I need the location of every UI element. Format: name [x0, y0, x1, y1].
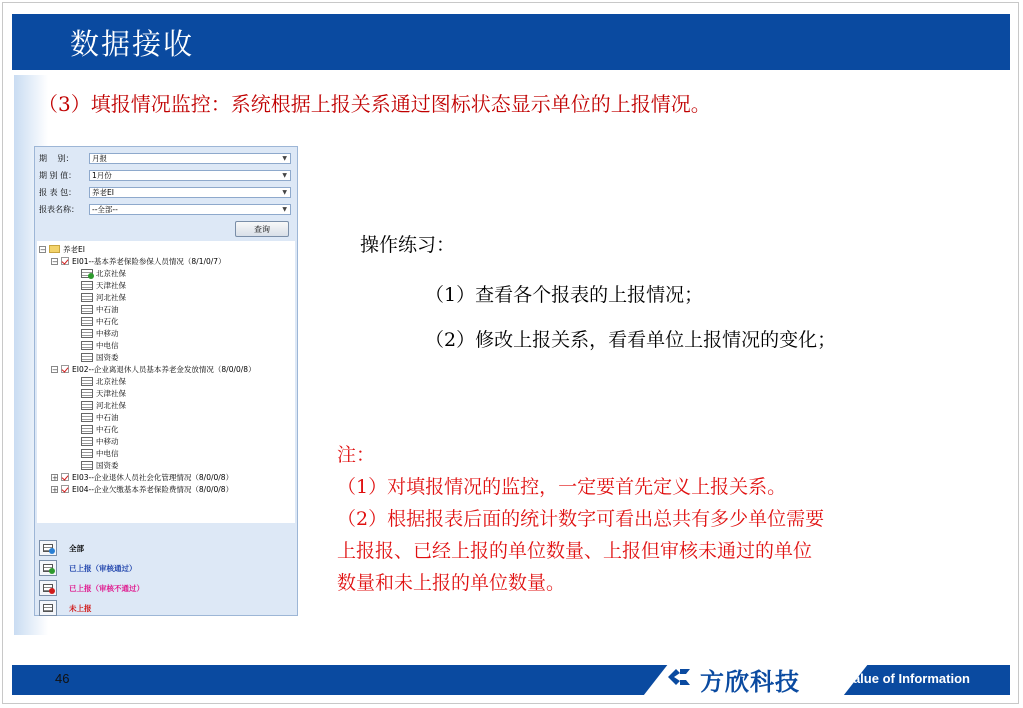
report-grid-icon	[81, 305, 93, 314]
tree-leaf-label: 北京社保	[96, 376, 126, 386]
period-value-value: 1月份	[92, 170, 112, 180]
tree-leaf-label: 北京社保	[96, 268, 126, 278]
legend-rejected[interactable]	[39, 579, 144, 597]
note-line-4: 数量和未上报的单位数量。	[337, 572, 566, 594]
report-grid-icon	[81, 317, 93, 326]
folder-icon	[49, 245, 60, 253]
rejected-icon	[39, 580, 57, 596]
tree-root-label: 养老EI	[63, 244, 85, 254]
package-select[interactable]	[89, 187, 291, 198]
legend-label: 已上报（审核通过）	[69, 563, 137, 573]
report-grid-icon	[81, 461, 93, 470]
form-row-package	[39, 186, 287, 198]
report-grid-icon	[81, 281, 93, 290]
checkbox-icon[interactable]	[61, 485, 69, 493]
intro-text: （3）填报情况监控：系统根据上报关系通过图标状态显示单位的上报情况。	[38, 92, 711, 116]
collapse-icon[interactable]: −	[40, 245, 46, 254]
checkbox-icon[interactable]	[61, 257, 69, 265]
tree-leaf[interactable]	[81, 399, 126, 411]
tree-leaf[interactable]	[81, 351, 119, 363]
tree-leaf[interactable]	[81, 303, 119, 315]
report-approved-icon	[81, 269, 93, 278]
report-grid-icon	[81, 389, 93, 398]
legend-unreported[interactable]	[39, 599, 92, 617]
report-grid-icon	[81, 449, 93, 458]
form-row-period-value	[39, 169, 287, 181]
period-value-label: 期 别 值：	[39, 170, 77, 180]
chevron-down-icon: ▼	[282, 188, 287, 196]
note-line-1: （1）对填报情况的监控，一定要首先定义上报关系。	[337, 476, 787, 498]
tree-leaf-label: 天津社保	[96, 280, 126, 290]
tree-leaf[interactable]	[81, 447, 119, 459]
tree-node-label: EI04--企业欠缴基本养老保险费情况（8/0/0/8）	[72, 484, 234, 494]
note-line-2: （2）根据报表后面的统计数字可看出总共有多少单位需要	[337, 508, 825, 530]
form-row-report-name	[39, 203, 287, 215]
period-value-select[interactable]	[89, 170, 291, 181]
report-name-select[interactable]	[89, 204, 291, 215]
tree-node-label: EI03--企业退休人员社会化管理情况（8/0/0/8）	[72, 472, 234, 482]
checkbox-icon[interactable]	[61, 365, 69, 373]
note-line-3: 上报报、已经上报的单位数量、上报但审核未通过的单位	[337, 540, 813, 562]
chevron-down-icon: ▼	[282, 154, 287, 162]
page-number: 46	[55, 671, 70, 686]
legend-label: 已上报（审核不通过）	[69, 583, 144, 593]
chevron-down-icon: ▼	[282, 171, 287, 179]
all-reports-icon	[39, 540, 57, 556]
tree-leaf-label: 中石油	[96, 304, 119, 314]
tree-leaf[interactable]	[81, 459, 119, 471]
tree-root[interactable]	[39, 243, 85, 255]
tree-leaf-label: 中电信	[96, 340, 119, 350]
tree-leaf[interactable]	[81, 315, 119, 327]
exercise-title: 操作练习：	[360, 234, 456, 256]
tree-leaf[interactable]	[81, 267, 126, 279]
tree-leaf[interactable]	[81, 339, 119, 351]
chevron-down-icon: ▼	[282, 205, 287, 213]
page-title: 数据接收	[70, 27, 195, 61]
legend-approved[interactable]	[39, 559, 137, 577]
tree-leaf-label: 中石化	[96, 424, 119, 434]
approved-icon	[39, 560, 57, 576]
report-grid-icon	[81, 425, 93, 434]
report-tree	[37, 241, 295, 523]
tree-leaf[interactable]	[81, 423, 119, 435]
tree-leaf-label: 中石化	[96, 316, 119, 326]
expand-icon[interactable]: +	[52, 485, 58, 494]
tree-leaf-label: 中移动	[96, 436, 119, 446]
period-select[interactable]	[89, 153, 291, 164]
tree-node-ei03[interactable]	[51, 471, 233, 483]
collapse-icon[interactable]: −	[52, 365, 58, 374]
collapse-icon[interactable]: −	[52, 257, 58, 266]
query-button[interactable]: 查询	[235, 221, 289, 237]
tree-leaf-label: 天津社保	[96, 388, 126, 398]
tree-node-ei04[interactable]	[51, 483, 233, 495]
tree-leaf-label: 中移动	[96, 328, 119, 338]
tree-leaf-label: 中电信	[96, 448, 119, 458]
report-grid-icon	[81, 293, 93, 302]
period-value: 月报	[92, 153, 107, 163]
report-grid-icon	[81, 437, 93, 446]
tree-node-label: EI02--企业离退休人员基本养老金发放情况（8/0/0/8）	[72, 364, 256, 374]
expand-icon[interactable]: +	[52, 473, 58, 482]
unreported-icon	[39, 600, 57, 616]
tree-leaf-label: 河北社保	[96, 292, 126, 302]
tree-leaf[interactable]	[81, 291, 126, 303]
legend-all[interactable]	[39, 539, 84, 557]
tree-node-label: EI01--基本养老保险参保人员情况（8/1/0/7）	[72, 256, 226, 266]
tree-leaf[interactable]	[81, 411, 119, 423]
report-grid-icon	[81, 353, 93, 362]
tree-leaf[interactable]	[81, 327, 119, 339]
exercise-item-2: （2）修改上报关系，看看单位上报情况的变化；	[425, 329, 837, 351]
report-grid-icon	[81, 341, 93, 350]
tree-leaf-label: 河北社保	[96, 400, 126, 410]
tree-node-ei01[interactable]	[51, 255, 226, 267]
report-monitor-panel	[34, 146, 298, 616]
report-grid-icon	[81, 377, 93, 386]
legend-label: 全部	[69, 543, 84, 553]
report-name-label: 报表名称：	[39, 204, 79, 214]
exercise-item-1: （1）查看各个报表的上报情况；	[425, 284, 704, 306]
company-logo-icon	[666, 664, 692, 690]
company-logo-text: 方欣科技	[700, 668, 800, 696]
tree-leaf-label: 国资委	[96, 352, 119, 362]
tree-leaf[interactable]	[81, 387, 126, 399]
tree-leaf-label: 国资委	[96, 460, 119, 470]
tree-leaf[interactable]	[81, 375, 126, 387]
tree-leaf[interactable]	[81, 279, 126, 291]
package-value: 养老EI	[92, 187, 114, 197]
tree-leaf[interactable]	[81, 435, 119, 447]
tree-node-ei02[interactable]	[51, 363, 256, 375]
package-label: 报 表 包：	[39, 187, 77, 197]
period-label: 期 别：	[39, 153, 74, 163]
report-grid-icon	[81, 329, 93, 338]
report-name-value: --全部--	[92, 204, 118, 214]
footer-tagline: Value of Information	[845, 671, 970, 686]
form-row-period	[39, 152, 287, 164]
checkbox-icon[interactable]	[61, 473, 69, 481]
legend-label: 未上报	[69, 603, 92, 613]
report-grid-icon	[81, 401, 93, 410]
note-heading: 注：	[337, 444, 376, 466]
tree-leaf-label: 中石油	[96, 412, 119, 422]
report-grid-icon	[81, 413, 93, 422]
